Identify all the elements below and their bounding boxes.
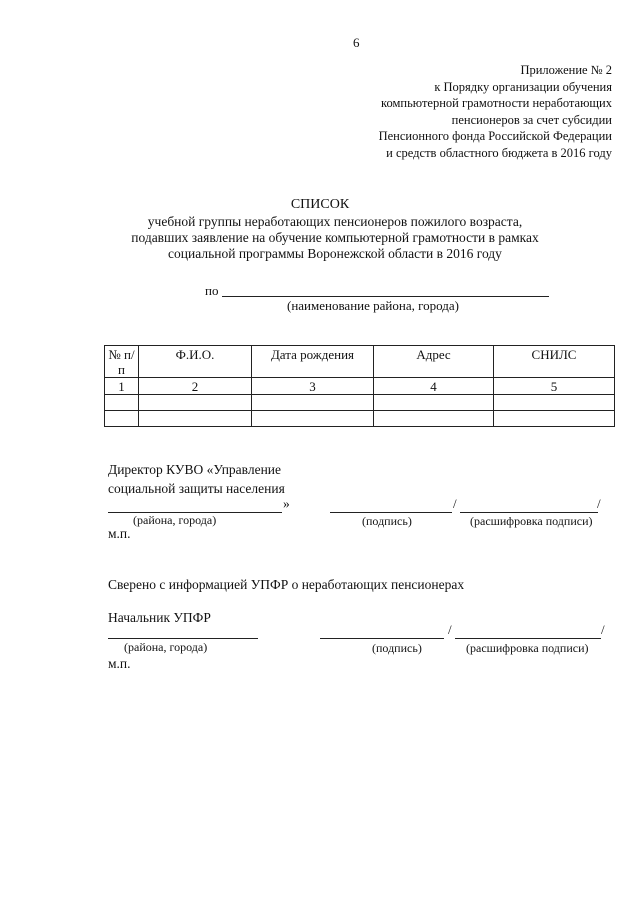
table-cell <box>374 395 494 411</box>
document-subtitle: учебной группы неработающих пенсионеров пожилого возраста, подавших заявление на обучение компьютерной грамотности в рамках социальной программы Воронежской области в 2016 году <box>131 214 539 261</box>
document-title: СПИСОК <box>290 197 350 212</box>
upfr-signature-line <box>320 638 444 639</box>
appendix-line: компьютерной грамотности неработающих <box>381 96 612 110</box>
table-cell <box>139 411 252 427</box>
appendix-line: пенсионеров за счет субсидии <box>451 112 612 127</box>
director-district-hint: (района, города) <box>133 513 217 527</box>
table-row <box>105 411 615 427</box>
table-cell <box>105 411 139 427</box>
director-stamp-label: м.п. <box>108 526 131 541</box>
district-prefix: по <box>205 283 219 298</box>
students-table <box>104 345 615 427</box>
agreed-statement: Сверено с информацией УПФР о неработающих пенсионерах <box>108 577 465 592</box>
appendix-line: к Порядку организации обучения <box>434 79 612 94</box>
upfr-decryption-hint: (расшифровка подписи) <box>466 641 589 655</box>
upfr-stamp-label: м.п. <box>108 656 131 671</box>
director-decryption-line <box>460 512 598 513</box>
table-row <box>105 378 615 395</box>
table-cell: 3 <box>252 378 374 395</box>
director-quote-close: » <box>283 496 290 511</box>
district-hint: (наименование района, города) <box>287 298 459 313</box>
director-slash-left: / <box>453 496 457 511</box>
district-blank-line <box>222 296 549 297</box>
col-header-snils: СНИЛС <box>494 346 615 378</box>
col-header-number: № п/п <box>105 346 139 378</box>
director-signature-line <box>330 512 452 513</box>
table-cell: 4 <box>374 378 494 395</box>
col-header-birthdate: Дата рождения <box>252 346 374 378</box>
table-cell <box>374 411 494 427</box>
page-number: 6 <box>353 35 360 50</box>
upfr-decryption-line <box>455 638 601 639</box>
col-header-name: Ф.И.О. <box>139 346 252 378</box>
upfr-district-line <box>108 638 258 639</box>
table-cell <box>252 411 374 427</box>
table-cell <box>139 395 252 411</box>
upfr-slash-left: / <box>448 622 452 637</box>
table-cell: 5 <box>494 378 615 395</box>
table-cell <box>105 395 139 411</box>
director-signature-hint: (подпись) <box>362 514 412 528</box>
appendix-line: Приложение № 2 <box>520 63 612 77</box>
table-cell <box>494 411 615 427</box>
director-title-line1: Директор КУВО «Управление <box>108 462 282 477</box>
table-row <box>105 395 615 411</box>
table-cell <box>252 395 374 411</box>
director-decryption-hint: (расшифровка подписи) <box>470 514 593 528</box>
appendix-header <box>312 62 612 161</box>
upfr-slash-right: / <box>601 622 605 637</box>
director-title-line2: социальной защиты населения <box>108 481 285 496</box>
table-cell: 1 <box>105 378 139 395</box>
table-cell: 2 <box>139 378 252 395</box>
appendix-line: и средств областного бюджета в 2016 году <box>386 145 612 160</box>
col-header-address: Адрес <box>374 346 494 378</box>
upfr-signature-hint: (подпись) <box>372 641 422 655</box>
table-cell <box>494 395 615 411</box>
upfr-head-title: Начальник УПФР <box>108 610 211 625</box>
director-slash-right: / <box>597 496 601 511</box>
table-header-row <box>105 346 615 378</box>
appendix-line: Пенсионного фонда Российской Федерации <box>378 129 612 143</box>
upfr-district-hint: (района, города) <box>124 640 208 654</box>
